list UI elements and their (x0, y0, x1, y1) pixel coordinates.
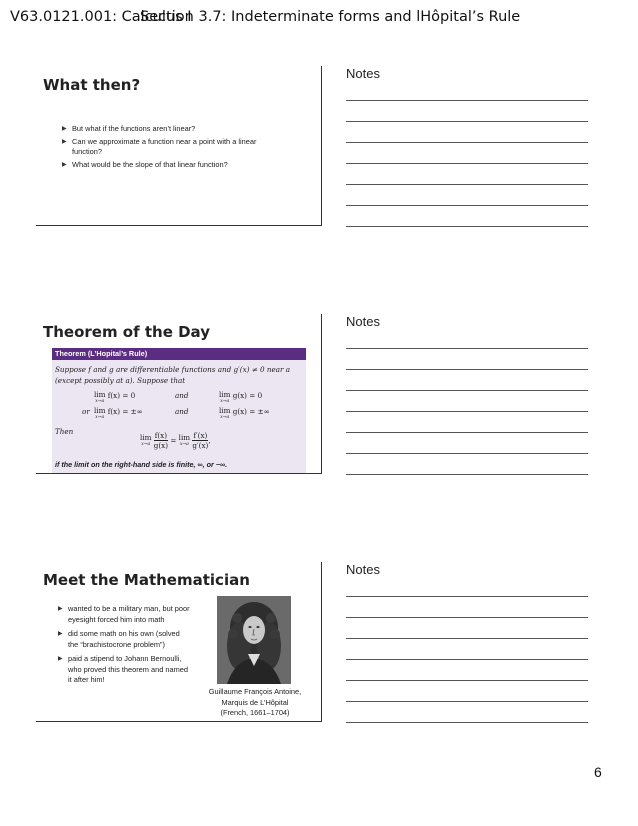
note-line (346, 184, 588, 185)
list-item: ▶ did some math on his own (solved the “brachistocrone problem”) (58, 629, 180, 649)
condition-f-zero: lim x→a f(x) = 0 (94, 390, 136, 404)
fraction-fprime-over-gprime: $\frac{f'(x)}{g'(x)}$ (192, 431, 209, 450)
note-line (346, 348, 588, 349)
then-word: Then (55, 427, 74, 436)
note-line (346, 453, 588, 454)
condition-g-infinity: lim x→a g(x) = ±∞ (219, 406, 270, 420)
theorem-block (52, 348, 306, 473)
note-line (346, 100, 588, 101)
note-line (346, 121, 588, 122)
page-number: 6 (594, 764, 602, 780)
slide-title: Theorem of the Day (43, 323, 210, 341)
bullet-triangle-icon: ▶ (62, 138, 67, 145)
bullet-triangle-icon: ▶ (58, 631, 63, 637)
portrait-caption: Guillaume François Antoine, Marquis de L’Hôpital (French, 1661–1704) (208, 687, 302, 717)
note-line (346, 432, 588, 433)
bullet-triangle-icon: ▶ (62, 126, 67, 132)
list-item: ▶ Can we approximate a function near a point with a linear function? (62, 136, 257, 156)
theorem-hypothesis-line-1: Suppose f and g are differentiable functions and g′(x) ≠ 0 near a (55, 365, 291, 374)
note-line (346, 701, 588, 702)
note-line (346, 369, 588, 370)
theorem-title: Theorem (L’Hopital’s Rule) (52, 348, 306, 360)
notes-label: Notes (346, 66, 380, 81)
slide-theorem-of-the-day (36, 314, 322, 474)
note-line (346, 617, 588, 618)
list-item: ▶ paid a stipend to Johann Bernoulli, who proved this theorem and named it after him! (58, 654, 188, 684)
list-item: ▶ But what if the functions aren’t linear? (62, 124, 196, 133)
slide-meet-the-mathematician (36, 562, 322, 722)
lhopital-formula: lim x→a $\frac{f(x)}{g(x)}$ = lim x→a $\frac{f'(x)}{g'(x)}$ , (140, 431, 211, 450)
condition-g-zero: lim x→a g(x) = 0 (219, 390, 263, 404)
theorem-hypothesis-line-2: (except possibly at a). Suppose that (55, 376, 186, 385)
portrait-image (217, 596, 291, 684)
note-line (346, 163, 588, 164)
or-word: or (82, 407, 90, 416)
note-line (346, 390, 588, 391)
page-header (0, 9, 638, 31)
note-line (346, 722, 588, 723)
list-item: ▶ wanted to be a military man, but poor eyesight forced him into math (58, 604, 190, 624)
bullet-triangle-icon: ▶ (58, 606, 63, 612)
fraction-f-over-g: $\frac{f(x)}{g(x)}$ (153, 431, 169, 450)
note-line (346, 638, 588, 639)
course-title: V63.0121.001: Calculus I (10, 9, 192, 25)
list-item: ▶ What would be the slope of that linear function? (62, 159, 228, 169)
and-word: and (175, 407, 189, 416)
bullet-triangle-icon: ▶ (58, 656, 63, 662)
bullet-list (62, 124, 287, 172)
note-line (346, 205, 588, 206)
slide-title: What then? (43, 76, 141, 94)
section-title: Section 3.7: Indeterminate forms and lHôpital’s Rule (140, 9, 521, 25)
theorem-conclusion: if the limit on the right-hand side is finite, ∞, or −∞. (55, 460, 228, 469)
and-word: and (175, 391, 189, 400)
note-line (346, 596, 588, 597)
note-line (346, 659, 588, 660)
note-line (346, 474, 588, 475)
condition-f-infinity: lim x→a f(x) = ±∞ (94, 406, 143, 420)
note-line (346, 226, 588, 227)
slide-title: Meet the Mathematician (43, 571, 250, 589)
bullet-list (58, 604, 191, 688)
notes-label: Notes (346, 314, 380, 329)
notes-label: Notes (346, 562, 380, 577)
note-line (346, 680, 588, 681)
slide-what-then (36, 66, 322, 226)
note-line (346, 411, 588, 412)
note-line (346, 142, 588, 143)
portrait-engraving-icon (217, 596, 291, 684)
bullet-triangle-icon: ▶ (62, 161, 67, 168)
